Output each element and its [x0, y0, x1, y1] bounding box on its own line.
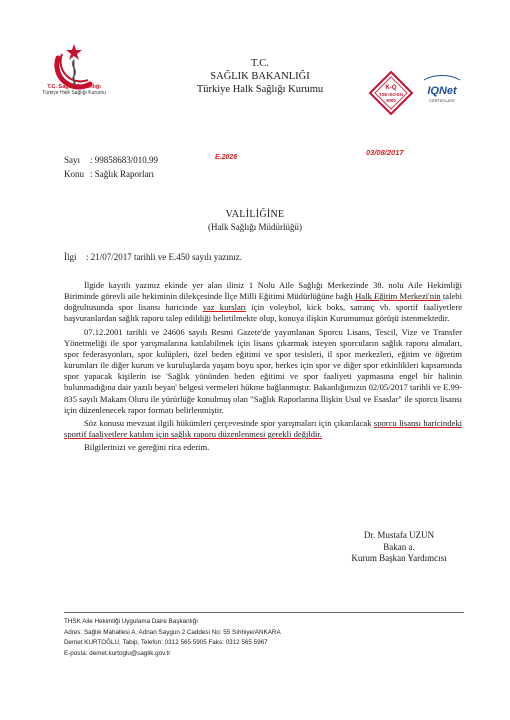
- p1-part-c: için voleybol, kick boks, satranç vb. sportif faaliyetlere başvuranlardan sağlık raporu talep edildiği belirtilmekte olup, konuya ilişkin Kurumumuz görüşü istenmektedir.: [64, 302, 463, 324]
- paragraph-4: Bilgilerinizi ve gereğini rica ederim.: [84, 442, 210, 453]
- letterhead: [140, 57, 380, 96]
- cert1-line-2: TSE-ISO-EN: [379, 92, 403, 97]
- p3-part-a: Söz konusu mevzuat ilgili hükümleri çerçevesinde spor yarışmaları için çıkarılacak: [84, 417, 374, 428]
- iqnet-certificate-logo: [420, 74, 464, 110]
- ilgi-row: [64, 252, 242, 262]
- ilgi-value: : 21/07/2017 tarihli ve E.450 sayılı yazınız.: [86, 252, 242, 262]
- footer-department: THSK Aile Hekimliği Uygulama Daire Başkanlığı: [64, 618, 199, 625]
- iqnet-subtitle: CERTIFICATE: [429, 98, 455, 103]
- signatory-line-2: Bakan a.: [383, 541, 415, 552]
- iqnet-name: IQNet: [427, 85, 457, 97]
- p3-underlined-conclusion: sporcu lisansı haricindeki sportif faaliyetlere katılım için sağlık raporu düzenlenmesi gerekli değildir.: [64, 417, 463, 440]
- p1-underlined-center: Halk Eğitim Merkezi'nin: [355, 291, 441, 302]
- tse-certificate-logo: [368, 70, 414, 116]
- handwritten-ref-annotation: E.2026: [215, 154, 238, 161]
- p1-underlined-courses: vaz kursları: [202, 302, 247, 313]
- handwritten-date-annotation: 03/08/2017: [366, 148, 404, 157]
- addressee-block: [150, 209, 360, 233]
- konu-label: Konu: [64, 169, 84, 179]
- cert1-line-1: K-Q: [385, 85, 397, 91]
- addressee-title: VALİLİĞİNE: [225, 209, 285, 220]
- ilgi-label: İlgi: [64, 252, 77, 262]
- paragraph-3: [64, 418, 462, 440]
- letterhead-tc: T.C.: [251, 58, 269, 69]
- konu-row: [64, 169, 154, 179]
- signatory-title: Kurum Başkan Yardımcısı: [351, 553, 447, 563]
- signature-block: [324, 530, 474, 565]
- p1-part-a: İlgide kayıtlı yazınız ekinde yer alan iliniz 1 Nolu Aile Sağlığı Merkezinde 38. nolu Aile Hekimliği Biriminde görevli aile hekiminin dilekçesinde İlçe Milli Eğitimi Müdürlüğüne bağlı: [64, 280, 462, 302]
- signatory-name: Dr. Mustafa UZUN: [363, 530, 435, 540]
- footer-email: E-posta: demet.kurtoglu@saglik.gov.tr: [64, 649, 171, 657]
- logo-text-line-2: Türkiye Halk Sağlığı Kurumu: [42, 90, 106, 96]
- letterhead-ministry: SAĞLIK BAKANLIĞI: [210, 71, 310, 82]
- letter-body: [64, 280, 462, 455]
- footer-address: Adres: Sağlık Mahallesi A. Adnan Saygun 2 Caddesi No: 55 Sıhhiye/ANKARA: [64, 628, 281, 636]
- footer-contact-person: Demet KURTOĞLU, Tabip, Telefon: 0312 565 5905 Faks: 0312 565 5967: [64, 639, 268, 647]
- paragraph-2: 07.12.2001 tarihli ve 24606 sayılı Resmi Gazete'de yayımlanan Sporcu Lisans, Tescil, Vize ve Transfer Yönetmeliği ile spor yarışmalarına katılabilmek için lisans çıkarmak isteyen sporcuların sağlık raporu almaları, spor federasyonları, spor kulüpleri, özel beden eğitimi ve spor tesisleri, il spor merkezleri, eğitim ve öğretim kurumları ile diğer kurum ve kuruluşlarda yaşam boyu spor, herkes için spor ve diğer spor etkinlikleri kapsamında spor yapacak kişilerin ise 'Sağlık yönünden beden eğitimi ve spor faaliyeti yapmasına engel bir halinin bulunmadığına dair yazılı beyan' belgesi vermeleri hükme bağlanmıştır. Bakanlığımızın 02/05/2017 tarihli ve E.99-835 sayılı Makam Oluru ile yürürlüğe konulmuş olan "Sağlık Raporlarına İlişkin Usul ve Esaslar" ile sporcu lisansı için düzenlenecek rapor formatı belirlenmiştir.: [64, 326, 462, 415]
- ministry-logo-text: [34, 84, 114, 96]
- konu-value: : Sağlık Raporları: [90, 169, 154, 179]
- footer-divider: [64, 612, 464, 613]
- cert1-line-3: 9000: [386, 98, 396, 103]
- paragraph-1: [64, 280, 462, 325]
- sayi-row: [64, 155, 158, 165]
- sayi-value: : 99858683/010.99: [90, 155, 159, 165]
- letterhead-institution: Türkiye Halk Sağlığı Kurumu: [196, 84, 324, 95]
- p1-part-b: talebi doğrultusunda spor lisansı haricinde: [64, 291, 462, 313]
- footer-contact: [64, 617, 474, 659]
- logo-text-line-1: T.C. Sağlık Bakanlığı: [47, 84, 101, 90]
- addressee-subtitle: (Halk Sağlığı Müdürlüğü): [208, 222, 302, 232]
- sayi-label: Sayı: [64, 155, 81, 165]
